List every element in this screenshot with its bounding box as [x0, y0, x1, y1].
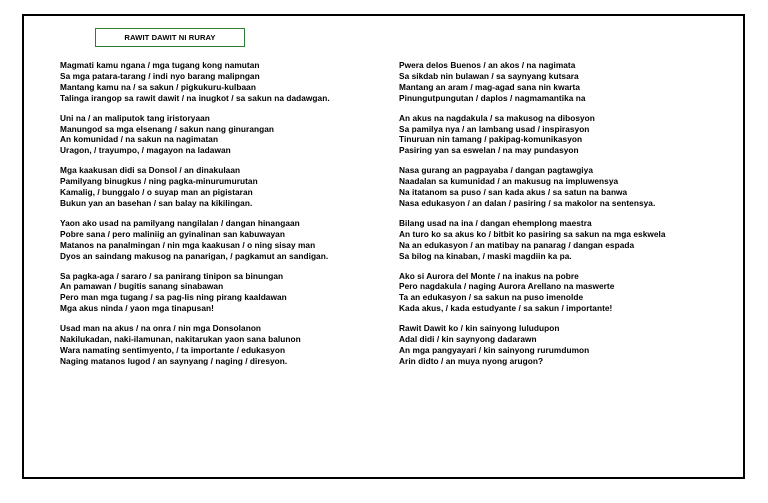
stanza — [60, 271, 360, 315]
poem-line: Mga kaakusan didi sa Donsol / an dinakulaan — [60, 165, 241, 176]
poem-line: Talinga irangop sa rawit dawit / na inugkot / sa sakun na dadawgan. — [60, 92, 330, 103]
poem-line: Manungod sa mga elsenang / sakun nang ginurangan — [60, 123, 274, 134]
poem-line: An akus na nagdakula / sa makusog na dibosyon — [399, 112, 595, 123]
stanza — [399, 271, 719, 315]
poem-line: Pinungutpungutan / daplos / nagmamantika na — [399, 92, 586, 103]
stanza — [60, 165, 360, 209]
poem-line: Pobre sana / pero maliniig an gyinalinan san kabuwayan — [60, 228, 285, 239]
poem-line: Naadalan sa kumunidad / an makusug na impluwensya — [399, 176, 619, 187]
document-page — [22, 14, 745, 479]
poem-line: Rawit Dawit ko / kin sainyong luludupon — [399, 323, 560, 334]
poem-line: Nakilukadan, naki-ilamunan, nakitarukan yaon sana balunon — [60, 334, 301, 345]
stanza — [60, 113, 360, 157]
poem-line: Mantang an aram / mag-agad sana nin kwarta — [399, 81, 580, 92]
poem-line: An komunidad / na sakun na nagimatan — [60, 134, 219, 145]
poem-line: Yaon ako usad na pamilyang nangilalan / dangan hinangaan — [60, 217, 300, 228]
stanza — [399, 165, 719, 209]
poem-line: An mga pangyayari / kin sainyong rurumdumon — [399, 344, 590, 355]
poem-line: Ako si Aurora del Monte / na inakus na pobre — [399, 270, 579, 281]
poem-line: An turo ko sa akus ko / bitbit ko pasiring sa sakun na mga eskwela — [399, 228, 666, 239]
poem-line: Adal didi / kin saynyong dadarawn — [399, 334, 537, 345]
poem-line: Sa mga patara-tarang / indi nyo barang malipngan — [60, 70, 260, 81]
stanza — [399, 60, 719, 104]
poem-line: Nasa gurang an pagpayaba / dangan pagtawgiya — [399, 165, 593, 176]
poem-line: Bilang usad na ina / dangan ehemplong maestra — [399, 217, 592, 228]
left-column — [60, 60, 360, 376]
poem-line: Sa bilog na kinaban, / maski magdiin ka pa. — [399, 250, 572, 261]
poem-line: Uragon, / trayumpo, / magayon na ladawan — [60, 145, 231, 156]
poem-line: Uni na / an maliputok tang iristoryaan — [60, 112, 210, 123]
poem-line: Bukun yan an basehan / san balay na kikilingan. — [60, 197, 253, 208]
poem-line: Mga akus ninda / yaon mga tinapusan! — [60, 303, 214, 314]
right-column — [399, 60, 719, 376]
poem-line: Dyos an saindang makusog na panarigan, / pagkamut an sandigan. — [60, 250, 329, 261]
poem-line: Sa sikdab nin bulawan / sa saynyang kutsara — [399, 70, 579, 81]
poem-line: Magmati kamu ngana / mga tugang kong namutan — [60, 60, 260, 70]
stanza — [399, 323, 719, 367]
poem-line: Sa pamilya nya / an lambang usad / inspirasyon — [399, 123, 590, 134]
poem-line: Na an edukasyon / an matibay na panarag / dangan espada — [399, 239, 635, 250]
poem-title: RAWIT DAWIT NI RURAY — [95, 28, 245, 47]
poem-line: Tinuruan nin tamang / pakipag-komunikasyon — [399, 134, 583, 145]
poem-line: Na itatanom sa puso / san kada akus / sa satun na banwa — [399, 187, 628, 198]
poem-line: Naging matanos lugod / an saynyang / naging / diresyon. — [60, 355, 288, 366]
poem-line: Pasiring yan sa eswelan / na may pundasyon — [399, 145, 579, 156]
poem-line: Kamalig, / bunggalo / o suyap man an pigistaran — [60, 187, 253, 198]
stanza — [399, 113, 719, 157]
stanza — [60, 60, 360, 104]
stanza — [60, 323, 360, 367]
poem-line: Arin didto / an muya nyong arugon? — [399, 355, 544, 366]
poem-line: Nasa edukasyon / an dalan / pasiring / sa makolor na sentensya. — [399, 197, 656, 208]
poem-line: Mantang kamu na / sa sakun / pigkukuru-kulbaan — [60, 81, 256, 92]
poem-line: Pero man mga tugang / sa pag-lis ning pirang kaaldawan — [60, 292, 287, 303]
poem-line: Kada akus, / kada estudyante / sa sakun / importante! — [399, 303, 613, 314]
stanza — [60, 218, 360, 262]
poem-line: Pwera delos Buenos / an akos / na nagimata — [399, 60, 576, 70]
poem-line: Pamilyang binugkus / ning pagka-minurumurutan — [60, 176, 258, 187]
poem-line: Usad man na akus / na onra / nin mga Donsolanon — [60, 323, 262, 334]
poem-line: An pamawan / bugitis sanang sinabawan — [60, 281, 224, 292]
poem-line: Matanos na panalmingan / nin mga kaakusan / o ning sisay man — [60, 239, 316, 250]
stanza — [399, 218, 719, 262]
poem-line: Wara namating sentimyento, / ta importante / edukasyon — [60, 344, 286, 355]
poem-line: Ta an edukasyon / sa sakun na puso imenolde — [399, 292, 584, 303]
poem-line: Pero nagdakula / naging Aurora Arellano na maswerte — [399, 281, 615, 292]
poem-line: Sa pagka-aga / sararo / sa panirang tinipon sa binungan — [60, 270, 284, 281]
